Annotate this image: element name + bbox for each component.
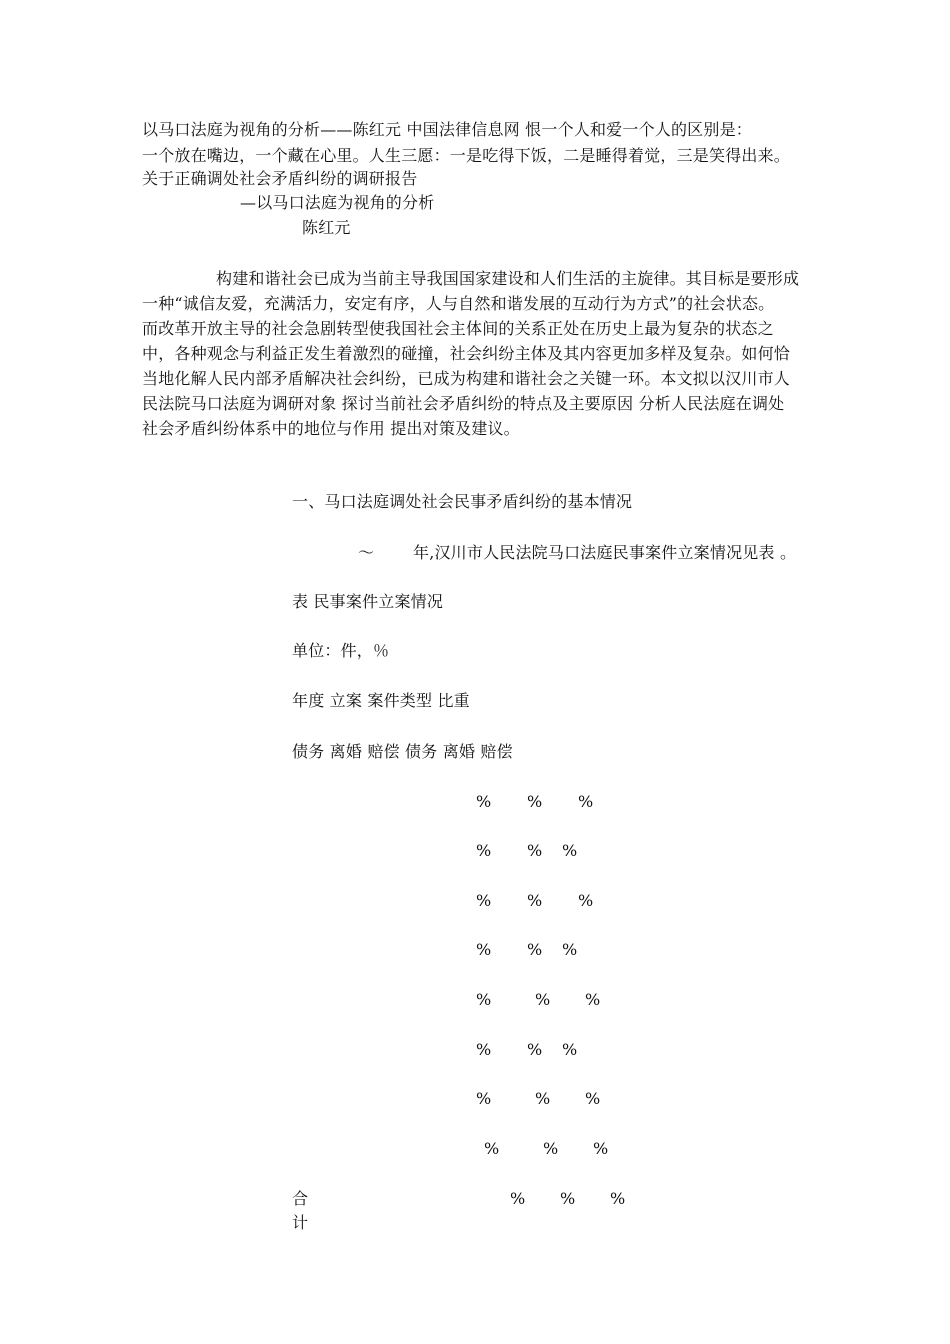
table-unit: 单位：件，％ (292, 641, 390, 660)
report-title: 关于正确调处社会矛盾纠纷的调研报告 (142, 169, 418, 188)
pct-cell: % (535, 990, 551, 1009)
intro-line-2: 一种“诚信友爱，充满活力，安定有序，人与自然和谐发展的互动行为方式”的社会状态。 (142, 294, 775, 313)
pct-cell: % (578, 792, 594, 811)
pct-cell: % (476, 940, 492, 959)
pct-cell: % (476, 841, 492, 860)
header-line-1: 以马口法庭为视角的分析——陈红元 中国法律信息网 恨一个人和爱一个人的区别是： (142, 120, 752, 139)
section-tilde: ～ (358, 543, 375, 562)
intro-line-6: 民法院马口法庭为调研对象 探讨当前社会矛盾纠纷的特点及主要原因 分析人民法庭在调处 (142, 394, 785, 413)
report-subtitle: —以马口法庭为视角的分析 (240, 193, 435, 212)
intro-line-3: 而改革开放主导的社会急剧转型使我国社会主体间的关系正处在历史上最为复杂的状态之 (142, 319, 774, 338)
pct-cell: % (535, 1089, 551, 1108)
pct-cell: % (510, 1189, 526, 1208)
total-label: 合计 (292, 1189, 309, 1232)
pct-cell: % (560, 1189, 576, 1208)
pct-cell: % (562, 841, 578, 860)
table-header-row-2: 债务 离婚 赔偿 债务 离婚 赔偿 (292, 742, 513, 761)
pct-cell: % (484, 1139, 500, 1158)
intro-line-5: 当地化解人民内部矛盾解决社会纠纷，已成为构建和谐社会之关键一环。本文拟以汉川市人 (142, 369, 791, 388)
intro-line-1: 构建和谐社会已成为当前主导我国国家建设和人们生活的主旋律。其目标是要形成 (216, 269, 800, 288)
pct-cell: % (476, 1089, 492, 1108)
section-heading: 一、马口法庭调处社会民事矛盾纠纷的基本情况 (292, 492, 633, 511)
table-header-row-1: 年度 立案 案件类型 比重 (292, 691, 470, 710)
pct-cell: % (593, 1139, 609, 1158)
pct-cell: % (476, 891, 492, 910)
pct-cell: % (585, 990, 601, 1009)
pct-cell: % (527, 792, 543, 811)
pct-cell: % (562, 1040, 578, 1059)
pct-cell: % (527, 1040, 543, 1059)
pct-cell: % (527, 940, 543, 959)
pct-cell: % (476, 990, 492, 1009)
table-caption: 表 民事案件立案情况 (292, 592, 444, 611)
pct-cell: % (585, 1089, 601, 1108)
pct-cell: % (578, 891, 594, 910)
pct-cell: % (562, 940, 578, 959)
header-line-2: 一个放在嘴边，一个藏在心里。人生三愿：一是吃得下饭，二是睡得着觉，三是笑得出来。 (142, 146, 791, 165)
intro-line-7: 社会矛盾纠纷体系中的地位与作用 提出对策及建议。 (142, 419, 520, 438)
pct-cell: % (543, 1139, 559, 1158)
pct-cell: % (527, 891, 543, 910)
pct-cell: % (476, 792, 492, 811)
section-sentence: 年,汉川市人民法院马口法庭民事案件立案情况见表 。 (413, 543, 797, 562)
pct-cell: % (527, 841, 543, 860)
pct-cell: % (476, 1040, 492, 1059)
intro-line-4: 中，各种观念与利益正发生着激烈的碰撞，社会纠纷主体及其内容更加多样及复杂。如何恰 (142, 344, 791, 363)
report-author: 陈红元 (302, 218, 351, 237)
pct-cell: % (610, 1189, 626, 1208)
